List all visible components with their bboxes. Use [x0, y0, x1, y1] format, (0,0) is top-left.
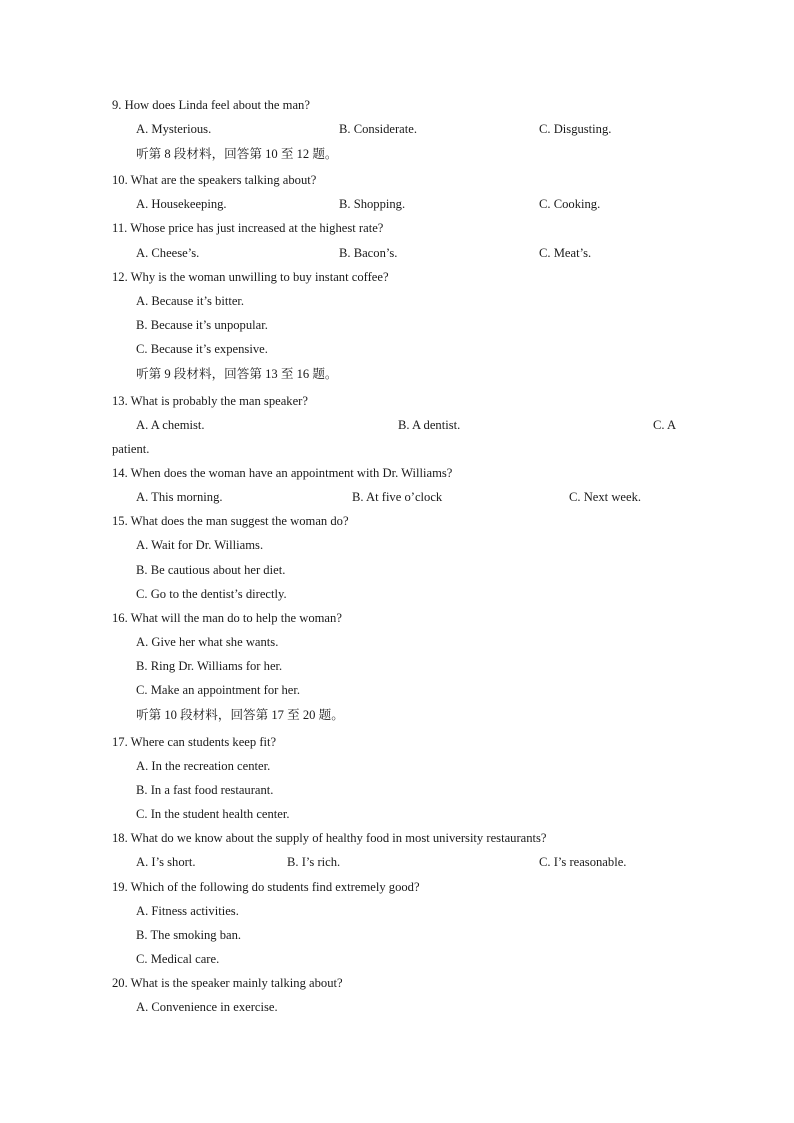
question-10-stem: 10. What are the speakers talking about?	[112, 173, 317, 187]
question-12-option-a: A. Because it’s bitter.	[136, 294, 245, 308]
section-note-8: 听第 8 段材料，回答第 10 至 12 题。	[136, 147, 338, 161]
question-13-option-c: C. A	[653, 418, 677, 432]
question-9-option-c: C. Disgusting.	[539, 122, 612, 136]
question-16-option-b: B. Ring Dr. Williams for her.	[136, 659, 283, 673]
question-13-option-b: B. A dentist.	[398, 418, 461, 432]
question-16-stem: 16. What will the man do to help the woman?	[112, 611, 342, 625]
question-15-option-c: C. Go to the dentist’s directly.	[136, 587, 287, 601]
question-19-stem: 19. Which of the following do students find extremely good?	[112, 880, 420, 894]
question-10-option-c: C. Cooking.	[539, 197, 601, 211]
question-19-option-a: A. Fitness activities.	[136, 904, 239, 918]
question-17-option-c: C. In the student health center.	[136, 807, 290, 821]
question-11-option-b: B. Bacon’s.	[339, 246, 398, 260]
question-15-stem: 15. What does the man suggest the woman do?	[112, 514, 349, 528]
question-15-option-a: A. Wait for Dr. Williams.	[136, 538, 264, 552]
question-9-option-a: A. Mysterious.	[136, 122, 212, 136]
question-12-option-c: C. Because it’s expensive.	[136, 342, 268, 356]
question-12-stem: 12. Why is the woman unwilling to buy instant coffee?	[112, 270, 389, 284]
question-18-option-a: A. I’s short.	[136, 855, 196, 869]
question-14-option-a: A. This morning.	[136, 490, 223, 504]
question-16-option-c: C. Make an appointment for her.	[136, 683, 301, 697]
question-9-option-b: B. Considerate.	[339, 122, 417, 136]
question-20-stem: 20. What is the speaker mainly talking about?	[112, 976, 343, 990]
question-12-option-b: B. Because it’s unpopular.	[136, 318, 268, 332]
question-17-stem: 17. Where can students keep fit?	[112, 735, 277, 749]
question-13-stem: 13. What is probably the man speaker?	[112, 394, 308, 408]
question-20-option-a: A. Convenience in exercise.	[136, 1000, 278, 1014]
question-14-option-b: B. At five o’clock	[352, 490, 443, 504]
question-14-option-c: C. Next week.	[569, 490, 642, 504]
question-18-option-b: B. I’s rich.	[287, 855, 341, 869]
question-18-option-c: C. I’s reasonable.	[539, 855, 627, 869]
question-19-option-c: C. Medical care.	[136, 952, 220, 966]
question-11-stem: 11. Whose price has just increased at the highest rate?	[112, 221, 384, 235]
question-10-option-a: A. Housekeeping.	[136, 197, 227, 211]
question-13-option-a: A. A chemist.	[136, 418, 205, 432]
question-11-option-c: C. Meat’s.	[539, 246, 592, 260]
question-13-option-c-continued: patient.	[112, 442, 150, 456]
question-15-option-b: B. Be cautious about her diet.	[136, 563, 286, 577]
question-10-option-b: B. Shopping.	[339, 197, 406, 211]
question-19-option-b: B. The smoking ban.	[136, 928, 242, 942]
question-9-stem: 9. How does Linda feel about the man?	[112, 98, 310, 112]
section-note-10: 听第 10 段材料，回答第 17 至 20 题。	[136, 708, 344, 722]
question-17-option-b: B. In a fast food restaurant.	[136, 783, 274, 797]
question-11-option-a: A. Cheese’s.	[136, 246, 200, 260]
question-18-stem: 18. What do we know about the supply of healthy food in most university restaurants?	[112, 831, 547, 845]
question-17-option-a: A. In the recreation center.	[136, 759, 271, 773]
question-14-stem: 14. When does the woman have an appointment with Dr. Williams?	[112, 466, 453, 480]
section-note-9: 听第 9 段材料，回答第 13 至 16 题。	[136, 367, 338, 381]
question-16-option-a: A. Give her what she wants.	[136, 635, 279, 649]
